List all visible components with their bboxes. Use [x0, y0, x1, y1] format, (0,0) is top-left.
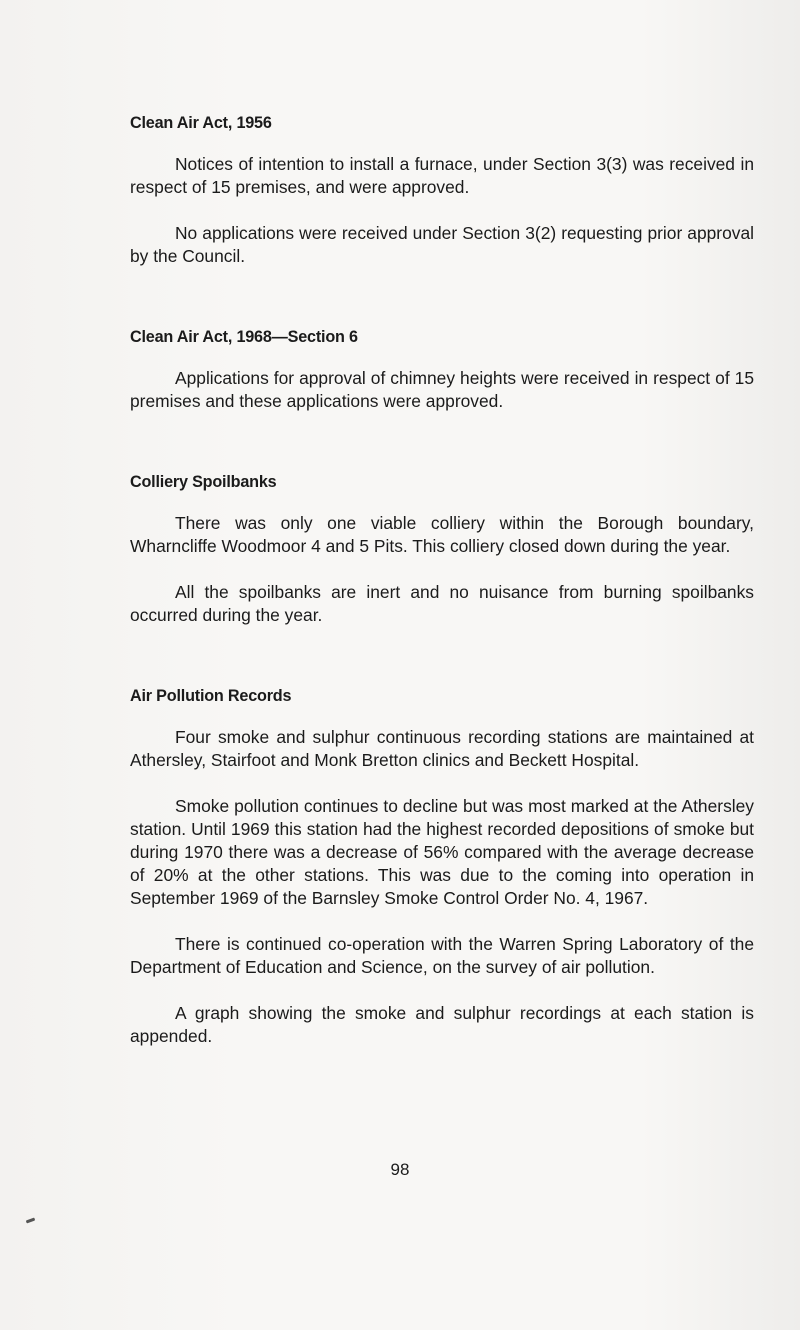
heading-air-pollution-records: Air Pollution Records: [130, 687, 292, 705]
paragraph-furnace-notices: Notices of intention to install a furnace, under Section 3(3) was received in respect of 15 premises, and were approved.: [130, 154, 754, 197]
paragraph-warren-spring: There is continued co-operation with the Warren Spring Laboratory of the Department of Education and Science, on the survey of air pollution.: [130, 934, 754, 977]
paragraph-graph-appended: A graph showing the smoke and sulphur recordings at each station is appended.: [130, 1003, 754, 1046]
page-number: 98: [390, 1160, 410, 1179]
heading-clean-air-act-1956: Clean Air Act, 1956: [130, 114, 272, 132]
print-speck: [26, 1218, 35, 1224]
paragraph-inert-spoilbanks: All the spoilbanks are inert and no nuisance from burning spoilbanks occurred during the year.: [130, 582, 754, 625]
paragraph-chimney-heights: Applications for approval of chimney heights were received in respect of 15 premises and these applications were approved.: [130, 368, 754, 411]
body-text: [130, 112, 754, 1048]
paragraph-smoke-decline: Smoke pollution continues to decline but was most marked at the Athersley station. Until 1969 this station had the highest recorded depositions of smoke but during 1970 there was a decrease of 56% compared with the average decrease of 20% at the other stations. This was due to the coming into operation in September 1969 of the Barnsley Smoke Control Order No. 4, 1967.: [130, 796, 754, 908]
heading-colliery-spoilbanks: Colliery Spoilbanks: [130, 473, 277, 491]
heading-clean-air-act-1968: Clean Air Act, 1968—Section 6: [130, 328, 358, 346]
paragraph-prior-approval: No applications were received under Section 3(2) requesting prior approval by the Council.: [130, 223, 754, 266]
paragraph-recording-stations: Four smoke and sulphur continuous recording stations are maintained at Athersley, Stairfoot and Monk Bretton clinics and Beckett Hospital.: [130, 727, 754, 770]
paragraph-viable-colliery: There was only one viable colliery within the Borough boundary, Wharncliffe Woodmoor 4 and 5 Pits. This colliery closed down during the year.: [130, 513, 754, 556]
